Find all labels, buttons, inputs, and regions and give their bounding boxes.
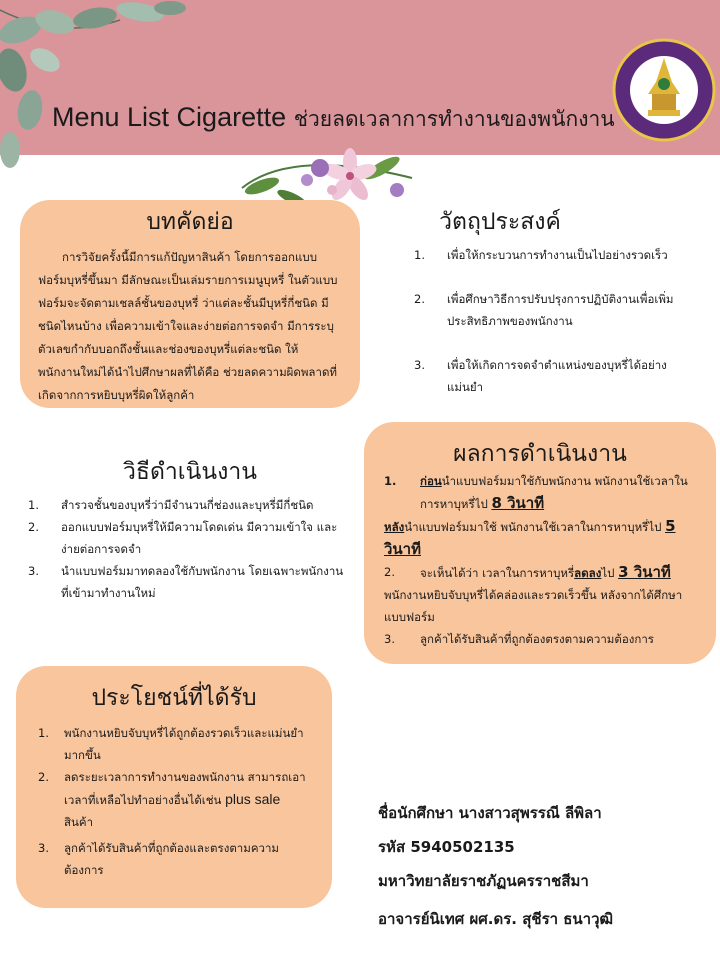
benefits-text: 1. พนักงานหยิบจับบุหรี่ได้ถูกต้องรวดเร็วและแม่นยำมากขึ้น 2. ลดระยะเวลาการทำงานของพนักงาน สามารถเอาเวลาที่เหลือไปทำอย่างอื่นได้เช่น plus sale สินค้า 3. ลูกค้าได้รับสินค้าที่ถูกต้องและตรงตามความต้องการ — [38, 726, 306, 877]
results-text: 1. ก่อนนำแบบฟอร์มมาใช้กับพนักงาน พนักงานใช้เวลาในการหาบุหรี่ไป 8 วินาที หลังนำแบบฟอร์มมาใช้ พนักงานใช้เวลาในการหาบุหรี่ไป 5 วินาที 2. จะเห็นได้ว่า เวลาในการหาบุหรี่ลดลงไป 3 วินาที พนักงานหยิบจับบุหรี่ได้คล่องและรวดเร็วขึ้น หลังจากได้ศึกษาแบบฟอร์ม 3. ลูกค้าได้รับสินค้าที่ถูกต้องตรงตามความต้องการ — [384, 474, 688, 646]
objectives-list — [414, 244, 686, 398]
list-item: 1. เพื่อให้กระบวนการทำงานเป็นไปอย่างรวดเร็ว — [414, 248, 668, 262]
benefits-heading: ประโยชน์ที่ได้รับ — [91, 685, 257, 711]
student-id: รหัส 5940502135 — [378, 838, 515, 856]
list-item: 2. เพื่อศึกษาวิธีการปรับปรุงการปฏิบัติงานเพื่อเพิ่มประสิทธิภาพของพนักงาน — [414, 292, 674, 328]
list-item: 2. ออกแบบฟอร์มบุหรี่ให้มีความโดดเด่น มีความเข้าใจ และง่ายต่อการจดจำ — [28, 520, 338, 556]
university-name: มหาวิทยาลัยราชภัฏนครราชสีมา — [378, 872, 589, 890]
eucalyptus-leaves-decoration — [0, 0, 190, 175]
objectives-heading: วัตถุประสงค์ — [439, 209, 561, 235]
abstract-heading: บทคัดย่อ — [146, 209, 234, 235]
abstract-text: การวิจัยครั้งนี้มีการแก้ปัญหาสินค้า โดยการออกแบบฟอร์มบุหรี่ขึ้นมา มีลักษณะเป็นเล่มรายการเมนูบุหรี่ ในตัวแบบฟอร์มจะจัดตามเชลล์ชั้นของบุหรี่ ว่าแต่ละชั้นมีบุหรี่กี่ชนิด มีชนิดไหนบ้าง เพื่อความเข้าใจและง่ายต่อการจดจำ มีการระบุตัวเลขกำกับบอกถึงชั้นและช่องของบุหรี่แต่ละชนิด ให้พนักงานใหม่ได้นำไปศึกษาผลที่ได้คือ ช่วยลดความผิดพลาดที่เกิดจากการหยิบบุหรี่ผิดให้ลูกค้า — [38, 250, 338, 402]
university-logo — [612, 24, 716, 156]
list-item: 1. สำรวจชั้นของบุหรี่ว่ามีจำนวนกี่ช่องและบุหรี่มีกี่ชนิด — [28, 498, 314, 512]
list-item: 3. เพื่อให้เกิดการจดจำตำแหน่งของบุหรี่ได้อย่างแม่นยำ — [414, 358, 667, 394]
methods-list — [28, 494, 346, 604]
results-heading: ผลการดำเนินงาน — [453, 441, 627, 467]
title-thai: ช่วยลดเวลาการทำงานของพนักงาน — [293, 107, 615, 131]
advisor-name: อาจารย์นิเทศ ผศ.ดร. สุชีรา ธนาวุฒิ — [378, 910, 614, 928]
student-info — [378, 796, 613, 936]
title-english: Menu List Cigarette — [52, 102, 287, 132]
page-title — [52, 102, 615, 136]
list-item: 3. นำแบบฟอร์มมาทดลองใช้กับพนักงาน โดยเฉพาะพนักงานที่เข้ามาทำงานใหม่ — [28, 564, 344, 600]
methods-heading: วิธีดำเนินงาน — [123, 459, 257, 485]
student-name: ชื่อนักศึกษา นางสาวสุพรรณี ลีพิลา — [378, 804, 602, 822]
